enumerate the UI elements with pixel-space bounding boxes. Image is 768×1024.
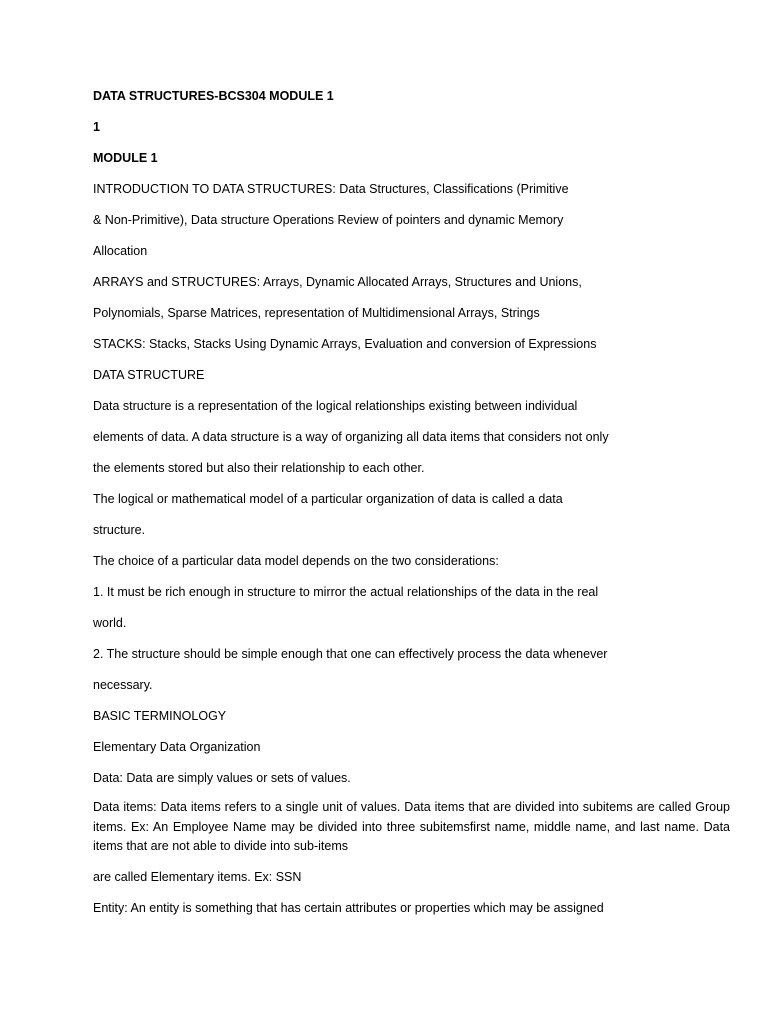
entity-line: Entity: An entity is something that has certain attributes or properties which may be assigned	[93, 901, 604, 915]
consideration-1-line-2: world.	[93, 616, 127, 630]
module-heading: MODULE 1	[93, 151, 158, 165]
definition-line-3: the elements stored but also their relationship to each other.	[93, 461, 425, 475]
page-number: 1	[93, 120, 100, 134]
consideration-1-line-1: 1. It must be rich enough in structure to mirror the actual relationships of the data in the real	[93, 585, 599, 599]
choice-intro: The choice of a particular data model depends on the two considerations:	[93, 554, 499, 568]
syllabus-stacks-line: STACKS: Stacks, Stacks Using Dynamic Arrays, Evaluation and conversion of Expressions	[93, 337, 597, 351]
syllabus-arrays-line-1: ARRAYS and STRUCTURES: Arrays, Dynamic Allocated Arrays, Structures and Unions,	[93, 275, 582, 289]
syllabus-intro-line-1: INTRODUCTION TO DATA STRUCTURES: Data Structures, Classifications (Primitive	[93, 182, 569, 196]
data-structure-heading: DATA STRUCTURE	[93, 368, 205, 382]
syllabus-intro-line-2: & Non-Primitive), Data structure Operations Review of pointers and dynamic Memory	[93, 213, 564, 227]
basic-terminology-heading: BASIC TERMINOLOGY	[93, 709, 227, 723]
definition-line-2: elements of data. A data structure is a way of organizing all data items that considers not only	[93, 430, 609, 444]
document-header-title: DATA STRUCTURES-BCS304 MODULE 1	[93, 89, 334, 103]
consideration-2-line-2: necessary.	[93, 678, 153, 692]
syllabus-arrays-line-2: Polynomials, Sparse Matrices, representation of Multidimensional Arrays, Strings	[93, 306, 540, 320]
data-definition: Data: Data are simply values or sets of values.	[93, 771, 351, 785]
elementary-data-organization-heading: Elementary Data Organization	[93, 740, 261, 754]
syllabus-intro-line-3: Allocation	[93, 244, 148, 258]
definition-line-5: structure.	[93, 523, 146, 537]
data-items-paragraph: Data items: Data items refers to a single unit of values. Data items that are divided into subitems are called Group items. Ex: An Employee Name may be divided into three subitemsfirst name, middle name, and last name. Data items that are not able to divide into sub-items	[93, 800, 730, 853]
definition-line-4: The logical or mathematical model of a particular organization of data is called a data	[93, 492, 563, 506]
consideration-2-line-1: 2. The structure should be simple enough that one can effectively process the data whenever	[93, 647, 608, 661]
definition-line-1: Data structure is a representation of the logical relationships existing between individual	[93, 399, 578, 413]
elementary-items-line: are called Elementary items. Ex: SSN	[93, 870, 302, 884]
